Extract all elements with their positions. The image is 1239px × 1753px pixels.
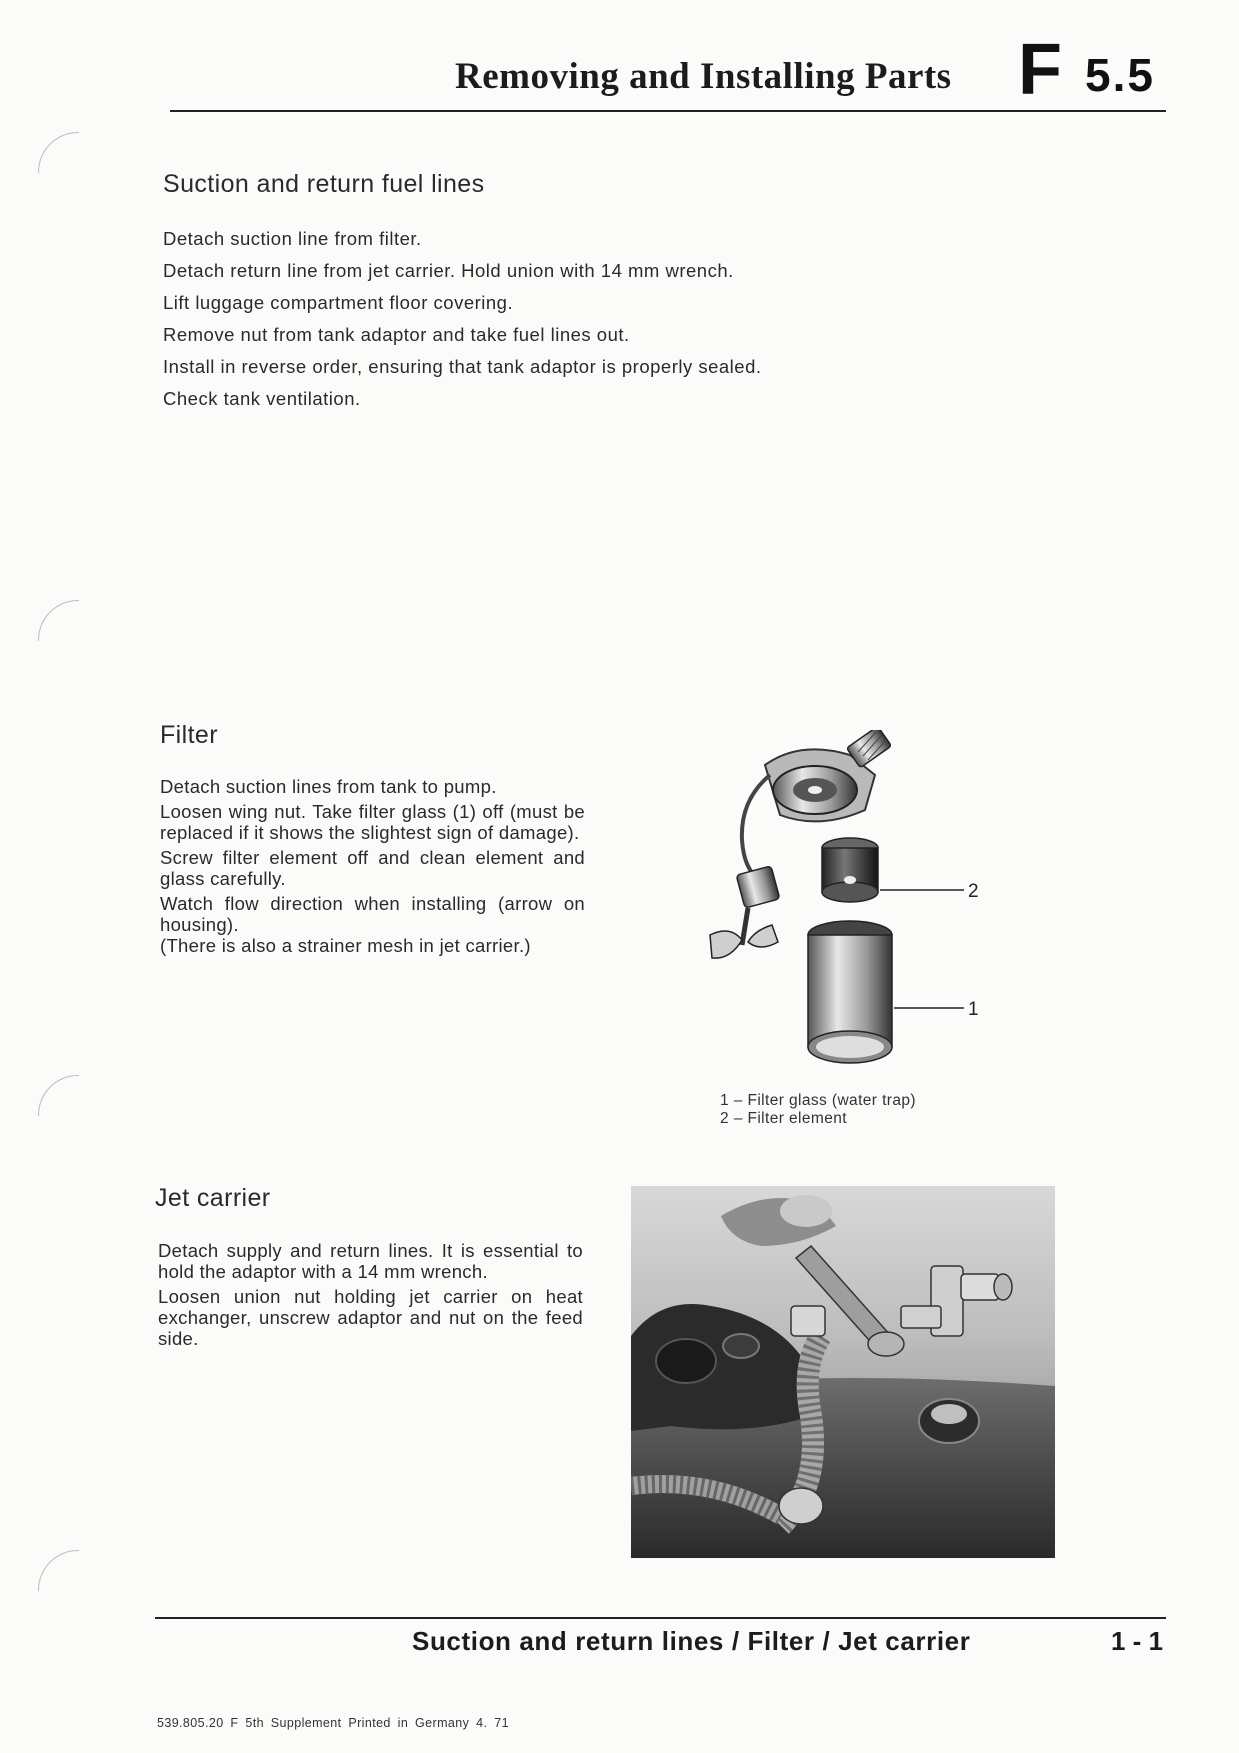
instruction-line: Detach suction line from filter. [163, 228, 422, 249]
instruction-paragraph: Loosen union nut holding jet carrier on heat exchanger, unscrew adaptor and nut on the feed side. [158, 1286, 583, 1349]
caption-line: 2 – Filter element [720, 1110, 847, 1127]
instruction-line: Check tank ventilation. [163, 388, 361, 409]
footer-title: Suction and return lines / Filter / Jet carrier [412, 1626, 971, 1656]
instruction-line: Install in reverse order, ensuring that tank adaptor is properly sealed. [163, 356, 762, 377]
instruction-line: Lift luggage compartment floor covering. [163, 292, 514, 313]
instruction-paragraph: Screw filter element off and clean element and glass carefully. [160, 847, 585, 889]
header-divider [170, 110, 1166, 112]
filter-instructions [160, 776, 585, 960]
instruction-paragraph: Watch flow direction when installing (arrow on housing). [160, 893, 585, 935]
instruction-paragraph: Loosen wing nut. Take filter glass (1) off (must be replaced if it shows the slightest sign of damage). [160, 801, 585, 843]
section-heading-filter: Filter [160, 721, 218, 749]
binder-hole-mark [38, 132, 79, 173]
caption-line: 1 – Filter glass (water trap) [720, 1092, 916, 1109]
page-number: 1 - 1 [1111, 1626, 1164, 1656]
filter-assembly-illustration [700, 730, 1000, 1080]
figure-caption [720, 1092, 916, 1128]
binder-hole-mark [38, 1550, 79, 1591]
jet-carrier-instructions [158, 1240, 583, 1353]
page-title: Removing and Installing Parts [455, 56, 952, 97]
print-info: 539.805.20 F 5th Supplement Printed in Germany 4. 71 [157, 1716, 509, 1730]
section-heading-suction: Suction and return fuel lines [163, 170, 485, 198]
instruction-line: Detach return line from jet carrier. Hold union with 14 mm wrench. [163, 260, 734, 281]
instruction-paragraph: Detach suction lines from tank to pump. [160, 776, 497, 797]
instruction-paragraph: Detach supply and return lines. It is essential to hold the adaptor with a 14 mm wrench. [158, 1240, 583, 1282]
callout-label-2: 2 [968, 881, 979, 902]
chapter-letter: F [1018, 30, 1062, 110]
footer-divider [155, 1617, 1166, 1619]
jet-carrier-photo [631, 1186, 1055, 1558]
instruction-line: Remove nut from tank adaptor and take fuel lines out. [163, 324, 630, 345]
callout-label-1: 1 [968, 999, 979, 1020]
section-heading-jet-carrier: Jet carrier [155, 1184, 271, 1212]
instruction-paragraph: (There is also a strainer mesh in jet carrier.) [160, 935, 531, 956]
binder-hole-mark [38, 1075, 79, 1116]
section-number: 5.5 [1085, 49, 1155, 101]
binder-hole-mark [38, 600, 79, 641]
